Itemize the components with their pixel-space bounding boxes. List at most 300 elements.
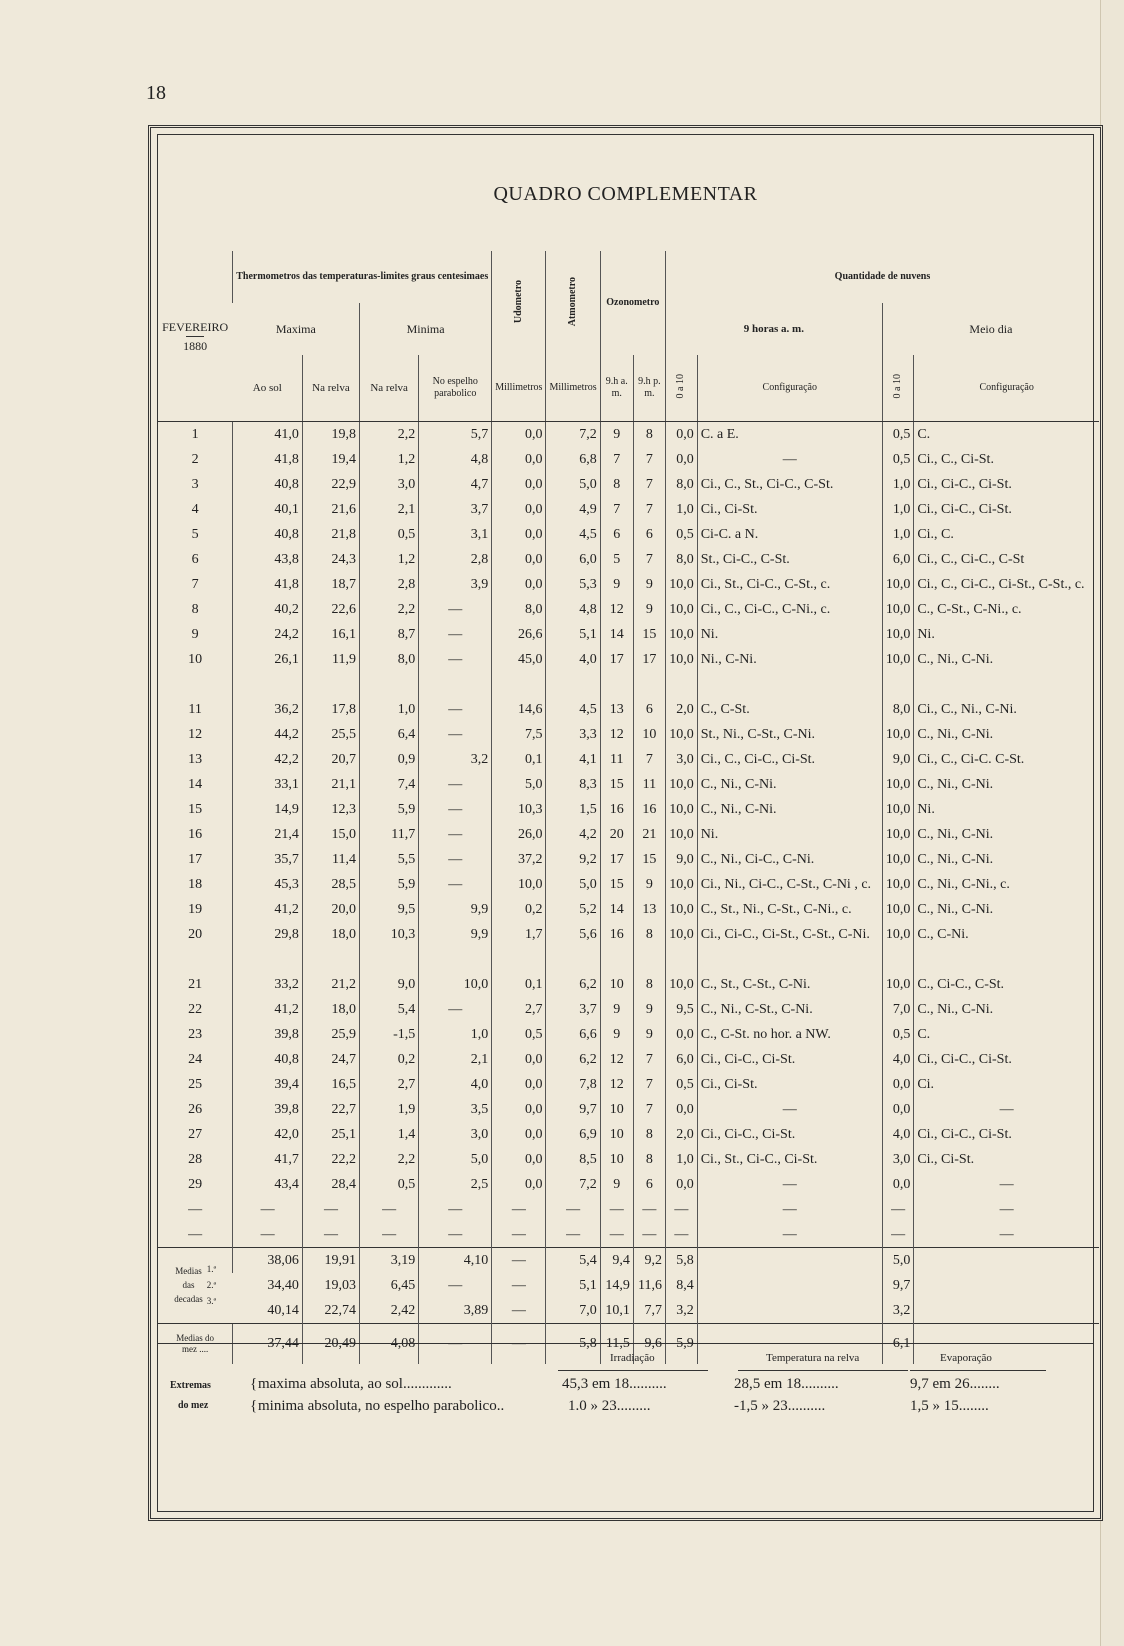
media-c1-cell — [697, 1298, 882, 1324]
day-cell: 2 — [191, 451, 199, 467]
op-cell: 16 — [633, 797, 665, 822]
rmax-cell: 16,1 — [302, 622, 359, 647]
sol-cell: 14,9 — [233, 797, 303, 822]
media-op-cell: 11,6 — [633, 1273, 665, 1298]
evaporacao-rule — [910, 1370, 1046, 1371]
atm-cell: 8,3 — [546, 772, 600, 797]
spacer-cell — [492, 947, 546, 972]
nuvens-header: Quantidade de nuvens — [665, 251, 1099, 303]
n1-cell: 10,0 — [665, 772, 697, 797]
rmax-cell: — — [302, 1222, 359, 1248]
media-esp-cell: 4,10 — [419, 1248, 492, 1274]
c2-cell: — — [914, 1097, 1099, 1122]
media-c2-cell — [914, 1298, 1099, 1324]
esp-cell: — — [419, 1197, 492, 1222]
rmin-cell: 2,1 — [359, 497, 418, 522]
oz-pm-header: 9.h p. m. — [633, 355, 665, 422]
media-rmin-cell: 3,19 — [359, 1248, 418, 1274]
sol-cell: 41,2 — [233, 997, 303, 1022]
n1-cell: 10,0 — [665, 972, 697, 997]
rmax-cell: 22,6 — [302, 597, 359, 622]
table-row — [158, 522, 1099, 547]
day-cell: 25 — [188, 1076, 203, 1092]
atmometro-label: Atmometro — [567, 276, 579, 327]
media-n1-cell: 8,4 — [665, 1273, 697, 1298]
c1-cell: C. a E. — [697, 422, 882, 448]
rmin-cell: 0,2 — [359, 1047, 418, 1072]
rmax-cell: 18,0 — [302, 997, 359, 1022]
media-n2-cell: 5,0 — [882, 1248, 914, 1274]
c2-cell: C., Ni., C-Ni. — [914, 772, 1099, 797]
sol-cell: 21,4 — [233, 822, 303, 847]
day-cell: 5 — [191, 526, 199, 542]
evaporacao-head: Evaporação — [940, 1352, 992, 1364]
c2-cell: C., C-St., C-Ni., c. — [914, 597, 1099, 622]
n1-cell: 10,0 — [665, 797, 697, 822]
c2-cell: C., Ni., C-Ni. — [914, 897, 1099, 922]
n1-cell: 10,0 — [665, 722, 697, 747]
esp-cell: — — [419, 1222, 492, 1248]
spacer-cell — [914, 672, 1099, 697]
oa-cell: 12 — [600, 722, 633, 747]
n1-cell: 10,0 — [665, 922, 697, 947]
table-row — [158, 1072, 1099, 1097]
escala-1-label: 0 a 10 — [675, 374, 687, 399]
c2-cell: Ci., Ci-C., Ci-St. — [914, 497, 1099, 522]
rmin-cell: — — [359, 1222, 418, 1248]
oa-cell: 10 — [600, 1147, 633, 1172]
table-row — [158, 1197, 1099, 1222]
n1-cell: 10,0 — [665, 572, 697, 597]
medias-row — [158, 1298, 1099, 1324]
media-n1-cell: 5,8 — [665, 1248, 697, 1274]
n2-cell: 10,0 — [882, 797, 914, 822]
atm-cell: 4,1 — [546, 747, 600, 772]
rmin-cell: 1,2 — [359, 447, 418, 472]
mez-rmax-cell: 20,49 — [302, 1324, 359, 1365]
sol-cell: 40,8 — [233, 1047, 303, 1072]
mez-esp-cell: — — [419, 1324, 492, 1365]
op-cell: 9 — [633, 872, 665, 897]
table-row — [158, 1222, 1099, 1248]
day-cell: 4 — [191, 501, 199, 517]
n1-cell: 1,0 — [665, 1147, 697, 1172]
day-cell: 14 — [188, 776, 203, 792]
nove-horas-header: 9 horas a. m. — [665, 303, 882, 355]
media-n2-cell: 3,2 — [882, 1298, 914, 1324]
n2-cell: 4,0 — [882, 1047, 914, 1072]
atm-cell: 4,9 — [546, 497, 600, 522]
escala-1-header — [665, 355, 697, 422]
oa-cell: 20 — [600, 822, 633, 847]
udo-cell: 0,0 — [492, 1122, 546, 1147]
spacer-cell — [359, 672, 418, 697]
media-op-cell: 9,2 — [633, 1248, 665, 1274]
esp-cell: — — [419, 997, 492, 1022]
n2-cell: — — [882, 1222, 914, 1248]
media-oa-cell: 14,9 — [600, 1273, 633, 1298]
op-cell: 6 — [633, 522, 665, 547]
n2-cell: 6,0 — [882, 547, 914, 572]
spacer-cell — [233, 672, 303, 697]
rmin-cell: 8,0 — [359, 647, 418, 672]
data-table — [158, 251, 1099, 1364]
decade-spacer — [158, 947, 1099, 972]
atm-cell: 1,5 — [546, 797, 600, 822]
table-frame — [148, 125, 1103, 1521]
n1-cell: 10,0 — [665, 622, 697, 647]
rmax-cell: 22,2 — [302, 1147, 359, 1172]
oa-cell: 12 — [600, 1072, 633, 1097]
udo-cell: 0,0 — [492, 497, 546, 522]
atm-cell: 6,2 — [546, 1047, 600, 1072]
spacer-cell — [302, 947, 359, 972]
c1-cell: Ci., Ni., Ci-C., C-St., C-Ni , c. — [697, 872, 882, 897]
min-evaporacao: 1,5 » 15........ — [910, 1398, 989, 1414]
rmin-cell: 0,5 — [359, 1172, 418, 1197]
rmax-cell: 28,4 — [302, 1172, 359, 1197]
oa-cell: — — [600, 1222, 633, 1248]
spacer-cell — [882, 672, 914, 697]
n2-cell: 0,5 — [882, 447, 914, 472]
atmometro-header — [546, 251, 600, 355]
sol-cell: 43,8 — [233, 547, 303, 572]
max-evaporacao: 9,7 em 26........ — [910, 1376, 1000, 1392]
spacer-cell — [419, 947, 492, 972]
esp-cell: 3,9 — [419, 572, 492, 597]
esp-cell: 5,0 — [419, 1147, 492, 1172]
day-cell: 20 — [188, 926, 203, 942]
day-cell: 17 — [188, 851, 203, 867]
day-cell: 11 — [188, 701, 202, 717]
day-cell: 8 — [191, 601, 199, 617]
rmin-cell: 1,2 — [359, 547, 418, 572]
rmin-cell: 3,0 — [359, 472, 418, 497]
extremas-section — [158, 1343, 1093, 1424]
day-cell: 12 — [188, 726, 203, 742]
ao-sol-header: Ao sol — [233, 355, 303, 422]
rmax-cell: 25,1 — [302, 1122, 359, 1147]
udo-cell: 14,6 — [492, 697, 546, 722]
udo-cell: 7,5 — [492, 722, 546, 747]
header-row-1 — [158, 251, 1099, 303]
c2-cell: C., Ni., C-Ni. — [914, 722, 1099, 747]
media-esp-cell: 3,89 — [419, 1298, 492, 1324]
rmin-cell: 8,7 — [359, 622, 418, 647]
oa-cell: 10 — [600, 1122, 633, 1147]
udo-cell: 0,0 — [492, 422, 546, 448]
n2-cell: 1,0 — [882, 497, 914, 522]
atm-cell: 9,7 — [546, 1097, 600, 1122]
n1-cell: 0,0 — [665, 447, 697, 472]
op-cell: 21 — [633, 822, 665, 847]
c1-cell: C., Ni., C-St., C-Ni. — [697, 997, 882, 1022]
c2-cell: — — [914, 1222, 1099, 1248]
n1-cell: 8,0 — [665, 472, 697, 497]
header-row-3 — [158, 355, 1099, 422]
decada-ordinal: 2.ª — [206, 1280, 216, 1290]
c2-cell: C., C-Ni. — [914, 922, 1099, 947]
decada-ordinal: 3.ª — [206, 1296, 216, 1306]
n2-cell: 10,0 — [882, 972, 914, 997]
spacer-cell — [546, 672, 600, 697]
op-cell: 11 — [633, 772, 665, 797]
table-row — [158, 1022, 1099, 1047]
media-atm-cell: 7,0 — [546, 1298, 600, 1324]
op-cell: — — [633, 1222, 665, 1248]
n1-cell: 8,0 — [665, 547, 697, 572]
c2-cell: C., Ci-C., C-St. — [914, 972, 1099, 997]
oa-cell: 16 — [600, 797, 633, 822]
sol-cell: 41,0 — [233, 422, 303, 448]
extremas-max-row — [158, 1376, 1093, 1398]
n1-cell: 10,0 — [665, 597, 697, 622]
table-row — [158, 822, 1099, 847]
rmax-cell: 25,9 — [302, 1022, 359, 1047]
atm-cell: 3,3 — [546, 722, 600, 747]
spacer-cell — [359, 947, 418, 972]
c2-cell: Ci., Ci-C., Ci-St. — [914, 1122, 1099, 1147]
sol-cell: 40,2 — [233, 597, 303, 622]
rmin-cell: 6,4 — [359, 722, 418, 747]
table-row — [158, 447, 1099, 472]
n2-cell: 10,0 — [882, 572, 914, 597]
oa-cell: 12 — [600, 597, 633, 622]
udometro-header — [492, 251, 546, 355]
table-row — [158, 1122, 1099, 1147]
oa-cell: 12 — [600, 1047, 633, 1072]
maxima-header: Maxima — [275, 322, 316, 336]
esp-cell: — — [419, 697, 492, 722]
rmax-cell: 20,7 — [302, 747, 359, 772]
day-cell: 6 — [191, 551, 199, 567]
sol-cell: 33,2 — [233, 972, 303, 997]
atm-cell: — — [546, 1197, 600, 1222]
medias-word: das — [182, 1280, 195, 1290]
year-label: 1880 — [183, 338, 208, 353]
esp-cell: 3,5 — [419, 1097, 492, 1122]
max-text: maxima absoluta, ao sol............. — [258, 1376, 452, 1392]
spacer-cell — [546, 947, 600, 972]
rmax-cell: 21,8 — [302, 522, 359, 547]
rmax-cell: 21,1 — [302, 772, 359, 797]
udo-cell: 0,5 — [492, 1022, 546, 1047]
rmax-cell: 24,3 — [302, 547, 359, 572]
rmin-cell: 5,5 — [359, 847, 418, 872]
oa-cell: 13 — [600, 697, 633, 722]
media-sol-cell: 34,40 — [267, 1277, 299, 1293]
brace-bottom: { — [250, 1398, 258, 1414]
media-c2-cell — [914, 1273, 1099, 1298]
media-c2-cell — [914, 1248, 1099, 1274]
n2-cell: 3,0 — [882, 1147, 914, 1172]
sol-cell: 42,2 — [233, 747, 303, 772]
month-header — [158, 251, 233, 422]
day-cell: 16 — [188, 826, 203, 842]
n2-cell: 10,0 — [882, 597, 914, 622]
n2-cell: 0,0 — [882, 1072, 914, 1097]
esp-cell: 1,0 — [419, 1022, 492, 1047]
udo-cell: 0,0 — [492, 1172, 546, 1197]
n2-cell: 0,5 — [882, 422, 914, 448]
op-cell: 8 — [633, 922, 665, 947]
atm-cell: 5,0 — [546, 872, 600, 897]
sol-cell: — — [233, 1197, 303, 1222]
max-temperatura: 28,5 em 18.......... — [734, 1376, 839, 1392]
c1-cell: Ni. — [697, 622, 882, 647]
c1-cell: Ci., Ci-C., Ci-St. — [697, 1122, 882, 1147]
c1-cell: — — [697, 1197, 882, 1222]
sol-cell: 39,4 — [233, 1072, 303, 1097]
c2-cell: Ni. — [914, 622, 1099, 647]
c1-cell: C., Ni., C-Ni. — [697, 797, 882, 822]
c1-cell: Ni., C-Ni. — [697, 647, 882, 672]
c2-cell: C., Ni., C-Ni. — [914, 822, 1099, 847]
day-cell: 26 — [188, 1101, 203, 1117]
esp-cell: 3,7 — [419, 497, 492, 522]
table-inner — [157, 134, 1094, 1512]
media-oa-cell: 10,1 — [600, 1298, 633, 1324]
esp-cell: 3,1 — [419, 522, 492, 547]
c1-cell: Ci-C. a N. — [697, 522, 882, 547]
c2-cell: Ci., C., Ni., C-Ni. — [914, 697, 1099, 722]
n2-cell: 0,5 — [882, 1022, 914, 1047]
udo-cell: 0,0 — [492, 572, 546, 597]
rmax-cell: 19,4 — [302, 447, 359, 472]
n1-cell: 0,0 — [665, 1097, 697, 1122]
media-rmax-cell: 19,91 — [302, 1248, 359, 1274]
c2-cell: — — [914, 1172, 1099, 1197]
op-cell: 7 — [633, 1047, 665, 1072]
atm-cell: 4,0 — [546, 647, 600, 672]
rmin-cell: 2,8 — [359, 572, 418, 597]
day-cell: 7 — [191, 576, 199, 592]
oa-cell: 5 — [600, 547, 633, 572]
spacer-cell — [302, 672, 359, 697]
config-2-header: Configuração — [914, 355, 1099, 422]
media-op-cell: 7,7 — [633, 1298, 665, 1324]
n1-cell: 0,5 — [665, 1072, 697, 1097]
sol-cell: 41,7 — [233, 1147, 303, 1172]
atm-cell: 4,8 — [546, 597, 600, 622]
millimetros-atm-header: Millimetros — [546, 355, 600, 422]
page-title: QUADRO COMPLEMENTAR — [493, 183, 758, 205]
sol-cell: 42,0 — [233, 1122, 303, 1147]
n2-cell: 10,0 — [882, 622, 914, 647]
oa-cell: 17 — [600, 847, 633, 872]
n2-cell: 8,0 — [882, 697, 914, 722]
decada-ordinal: 1.ª — [206, 1264, 216, 1274]
c1-cell: C., C-St. no hor. a NW. — [697, 1022, 882, 1047]
oa-cell: 7 — [600, 497, 633, 522]
atm-cell: 7,2 — [546, 422, 600, 448]
sol-cell: 44,2 — [233, 722, 303, 747]
table-row — [158, 722, 1099, 747]
oa-cell: 10 — [600, 1097, 633, 1122]
n2-cell: 10,0 — [882, 922, 914, 947]
mez-rmin-cell: 4,08 — [359, 1324, 418, 1365]
rmin-cell: 0,9 — [359, 747, 418, 772]
millimetros-udo-header: Millimetros — [492, 355, 546, 422]
sol-cell: 40,1 — [233, 497, 303, 522]
udo-cell: 26,0 — [492, 822, 546, 847]
table-row — [158, 997, 1099, 1022]
atm-cell: 6,8 — [546, 447, 600, 472]
day-cell: 1 — [191, 426, 199, 442]
op-cell: 15 — [633, 847, 665, 872]
spacer-cell — [158, 672, 233, 697]
atm-cell: 5,1 — [546, 622, 600, 647]
rmin-cell: 5,4 — [359, 997, 418, 1022]
table-row — [158, 797, 1099, 822]
udo-cell: 0,0 — [492, 1072, 546, 1097]
rmax-cell: 12,3 — [302, 797, 359, 822]
mez-sol-cell: 37,44 — [233, 1324, 303, 1365]
esp-cell: 4,0 — [419, 1072, 492, 1097]
c1-cell: Ni. — [697, 822, 882, 847]
udo-cell: 37,2 — [492, 847, 546, 872]
atm-cell: 5,3 — [546, 572, 600, 597]
sol-cell: — — [233, 1222, 303, 1248]
atm-cell: 4,2 — [546, 822, 600, 847]
esp-cell: 4,7 — [419, 472, 492, 497]
c1-cell: — — [697, 1222, 882, 1248]
minima-header: Minima — [359, 303, 491, 355]
c2-cell: Ci. — [914, 1072, 1099, 1097]
irradiacao-head: Irradiação — [610, 1352, 655, 1364]
min-text: minima absoluta, no espelho parabolico.. — [258, 1398, 505, 1414]
table-row — [158, 497, 1099, 522]
op-cell: 7 — [633, 472, 665, 497]
medias-decadas-label — [158, 1248, 233, 1324]
n2-cell: 0,0 — [882, 1097, 914, 1122]
n1-cell: 2,0 — [665, 1122, 697, 1147]
table-row — [158, 872, 1099, 897]
sol-cell: 35,7 — [233, 847, 303, 872]
page-number: 18 — [146, 82, 166, 104]
rmax-cell: 18,0 — [302, 922, 359, 947]
table-row — [158, 1147, 1099, 1172]
rmin-cell: 1,4 — [359, 1122, 418, 1147]
c1-cell: St., Ni., C-St., C-Ni. — [697, 722, 882, 747]
media-udo-cell: — — [492, 1248, 546, 1274]
c1-cell: C., C-St. — [697, 697, 882, 722]
c2-cell: Ci., Ci-C., Ci-St. — [914, 1047, 1099, 1072]
c1-cell: — — [697, 447, 882, 472]
oa-cell: 10 — [600, 972, 633, 997]
spacer-cell — [665, 947, 697, 972]
n2-cell: 10,0 — [882, 722, 914, 747]
op-cell: 7 — [633, 1072, 665, 1097]
oa-cell: 11 — [600, 747, 633, 772]
esp-cell: 2,5 — [419, 1172, 492, 1197]
op-cell: 7 — [633, 497, 665, 522]
table-row — [158, 1172, 1099, 1197]
media-c1-cell — [697, 1248, 882, 1274]
oa-cell: 15 — [600, 772, 633, 797]
media-rmin-cell: 6,45 — [359, 1273, 418, 1298]
udo-cell: 5,0 — [492, 772, 546, 797]
c1-cell: Ci., St., Ci-C., C-St., c. — [697, 572, 882, 597]
oa-cell: 17 — [600, 647, 633, 672]
udo-cell: 0,0 — [492, 1147, 546, 1172]
c2-cell: C. — [914, 1022, 1099, 1047]
op-cell: 9 — [633, 1022, 665, 1047]
decada-ordinals — [207, 1259, 216, 1312]
udo-cell: 0,1 — [492, 747, 546, 772]
udo-cell: 2,7 — [492, 997, 546, 1022]
spacer-cell — [600, 672, 633, 697]
